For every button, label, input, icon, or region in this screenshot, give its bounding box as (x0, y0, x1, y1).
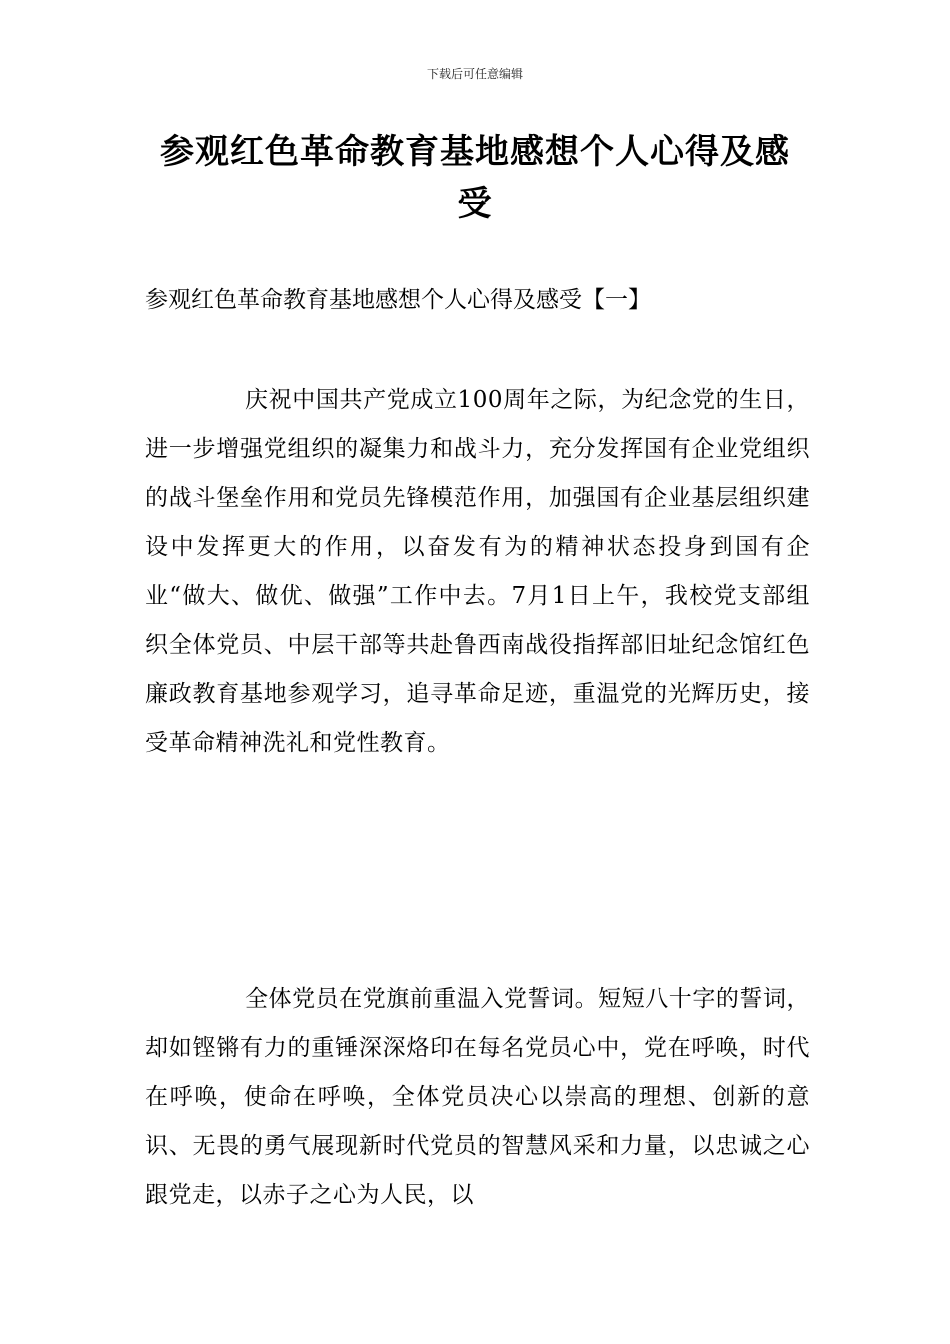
page-header-note: 下载后可任意编辑 (426, 67, 523, 81)
document-title: 参观红色革命教育基地感想个人心得及感受 (160, 132, 790, 224)
body-paragraph-1: 庆祝中国共产党成立100周年之际，为纪念党的生日，进一步增强党组织的凝集力和战斗力，充分发挥国有企业党组织的战斗堡垒作用和党员先锋模范作用，加强国有企业基层组织建设中发挥更大的作用，以奋发有为的精神状态投身到国有企业“做大、做优、做强”工作中去。7月1日上午，我校党支部组织全体党员、中层干部等共赴鲁西南战役指挥部旧址纪念馆红色廉政教育基地参观学习，追寻革命足迹，重温党的光辉历史，接受革命精神洗礼和党性教育。 (145, 387, 810, 756)
section-heading: 参观红色革命教育基地感想个人心得及感受【一】 (145, 287, 651, 313)
body-paragraph-2: 全体党员在党旗前重温入党誓词。短短八十字的誓词，却如铿锵有力的重锤深深烙印在每名党员心中，党在呼唤，时代在呼唤，使命在呼唤，全体党员决心以崇高的理想、创新的意识、无畏的勇气展现新时代党员的智慧风采和力量，以忠诚之心跟党走，以赤子之心为人民，以 (145, 986, 810, 1208)
